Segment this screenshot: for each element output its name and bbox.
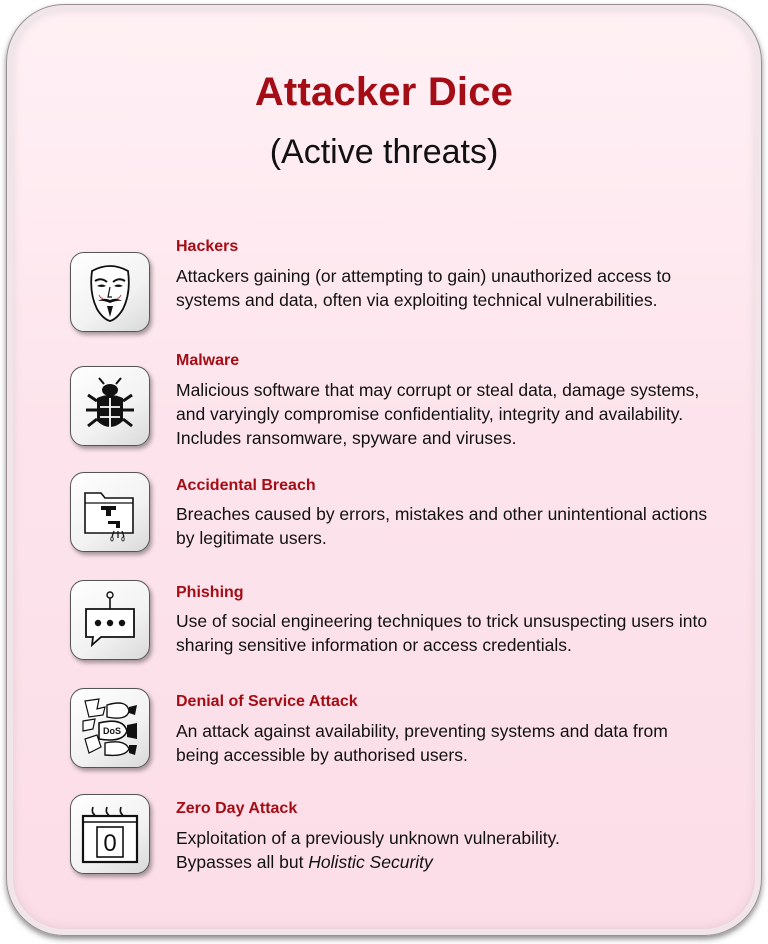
page-title: Attacker Dice bbox=[254, 70, 514, 114]
dos-icon bbox=[70, 688, 150, 768]
threat-description: Use of social engineering techniques to trick unsuspecting users into sharing sensitive information or access credentials. bbox=[176, 611, 708, 655]
threat-heading: Phishing bbox=[176, 584, 244, 601]
leaking-folder-icon bbox=[70, 472, 150, 552]
fishhook-chat-icon bbox=[70, 580, 150, 660]
threat-heading: Accidental Breach bbox=[176, 477, 316, 494]
threat-heading: Hackers bbox=[176, 238, 239, 255]
threat-description: Breaches caused by errors, mistakes and other unintentional actions by legitimate users. bbox=[176, 504, 708, 548]
zero-day-line-2 bbox=[176, 850, 716, 874]
page-subtitle: (Active threats) bbox=[269, 133, 499, 171]
threat-heading: Zero Day Attack bbox=[176, 800, 298, 817]
threat-description: An attack against availability, preventing systems and data from being accessible by authorised users. bbox=[176, 721, 668, 765]
calendar-zero-icon bbox=[70, 794, 150, 874]
zero-day-line-1: Exploitation of a previously unknown vulnerability. bbox=[176, 828, 560, 848]
threat-heading: Malware bbox=[176, 352, 240, 369]
hacker-mask-icon bbox=[70, 252, 150, 332]
zero-day-line-2-text: Bypasses all but bbox=[176, 852, 309, 872]
bug-icon bbox=[70, 366, 150, 446]
threat-description: Malicious software that may corrupt or steal data, damage systems, and varyingly compromise confidentiality, integrity and availability. Includes ransomware, spyware and viruses. bbox=[176, 380, 700, 448]
dos-label: DoS bbox=[103, 726, 121, 736]
threat-description bbox=[176, 826, 716, 874]
threat-description: Attackers gaining (or attempting to gain) unauthorized access to systems and data, often via exploiting technical vulnerabilities. bbox=[176, 266, 672, 310]
calendar-digit: 0 bbox=[103, 830, 117, 857]
holistic-security-emphasis: Holistic Security bbox=[308, 852, 433, 872]
threat-heading: Denial of Service Attack bbox=[176, 693, 358, 710]
